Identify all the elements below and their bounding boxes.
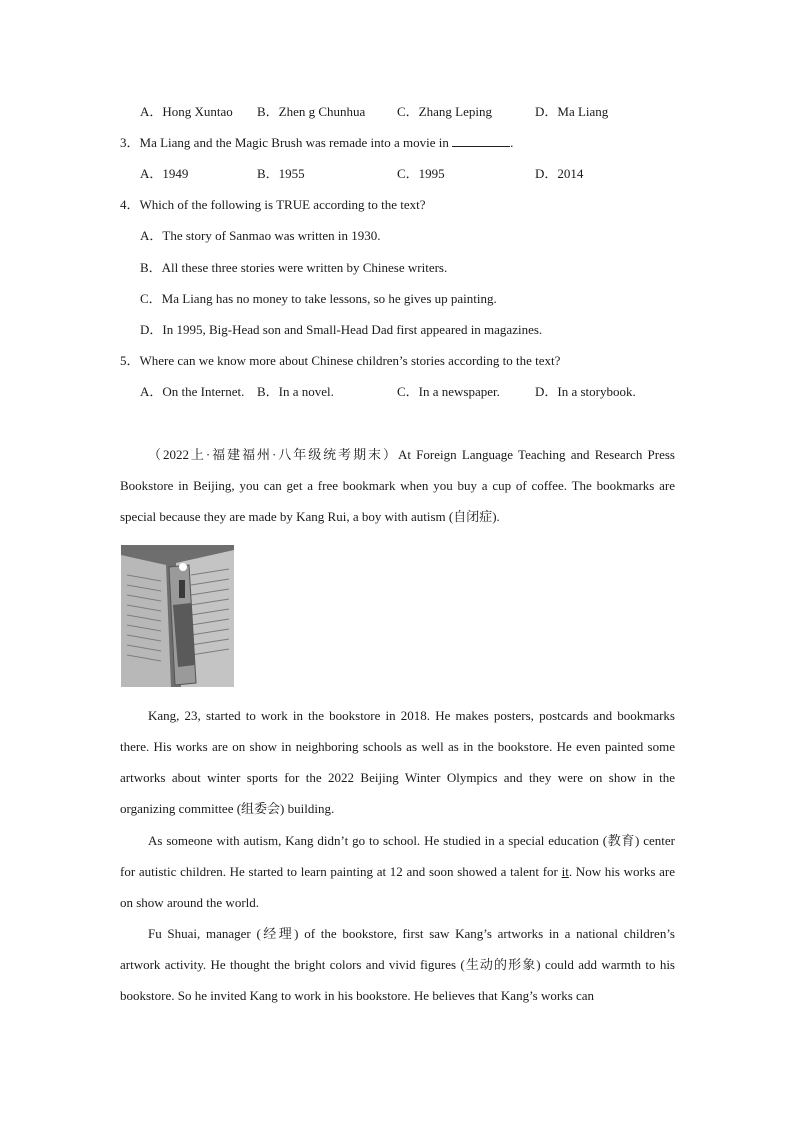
q4-option-c: C．Ma Liang has no money to take lessons, so he gives up painting. bbox=[140, 291, 497, 306]
q4-option-b: B．All these three stories were written by Chinese writers. bbox=[140, 260, 448, 275]
passage-paragraph-3: Fu Shuai, manager (经理) of the bookstore, first saw Kang’s artworks in a national children’s artwork activity. He thought the bright colors and vivid figures (生动的形象) could add warmth to his bookstore. So he invited Kang to work in his bookstore. He believes that Kang’s works can bbox=[120, 926, 675, 1003]
passage-paragraph-2: As someone with autism, Kang didn’t go to school. He studied in a special education (教育) center for autistic children. He started to learn painting at 12 and soon showed a talent for it. Now his works are on show around the world. bbox=[120, 833, 676, 910]
passage-paragraph-1: Kang, 23, started to work in the bookstore in 2018. He makes posters, postcards and bookmarks there. His works are on show in neighboring schools as well as in the bookstore. He even painted some artworks about winter sports for the 2022 Beijing Winter Olympics and they were on show in the organizing committee (组委会) building. bbox=[120, 708, 675, 816]
q3-option-c: C．1995 bbox=[397, 166, 445, 181]
underlined-word: it bbox=[561, 864, 569, 879]
q2-option-c: C．Zhang Leping bbox=[397, 104, 492, 119]
q3-option-a: A．1949 bbox=[140, 166, 189, 181]
q4-option-a: A．The story of Sanmao was written in 1930. bbox=[140, 228, 381, 243]
q5-option-c: C．In a newspaper. bbox=[397, 384, 500, 399]
q2-option-b: B．Zhen g Chunhua bbox=[257, 104, 366, 119]
q3-option-b: B．1955 bbox=[257, 166, 305, 181]
answer-blank bbox=[452, 134, 510, 147]
q5-stem: 5．Where can we know more about Chinese children’s stories according to the text? bbox=[120, 353, 561, 368]
passage-intro: （2022上·福建福州·八年级统考期末）At Foreign Language Teaching and Research Press Bookstore in Beijing, you can get a free bookmark when you buy a cup of coffee. The bookmarks are special because they are made by Kang Rui, a boy with autism (自闭症). bbox=[120, 447, 675, 524]
bookmark-photo bbox=[121, 545, 234, 687]
q5-option-b: B．In a novel. bbox=[257, 384, 334, 399]
q3-stem: 3．Ma Liang and the Magic Brush was remade into a movie in . bbox=[120, 135, 514, 150]
passage-source: （2022上·福建福州·八年级统考期末） bbox=[148, 447, 398, 462]
q5-option-a: A．On the Internet. bbox=[140, 384, 245, 399]
q5-option-d: D．In a storybook. bbox=[535, 384, 636, 399]
q3-option-d: D．2014 bbox=[535, 166, 584, 181]
q2-option-a: A．Hong Xuntao bbox=[140, 104, 233, 119]
bookmark-photo-image bbox=[121, 545, 234, 687]
q2-option-d: D．Ma Liang bbox=[535, 104, 609, 119]
q4-option-d: D．In 1995, Big-Head son and Small-Head Dad first appeared in magazines. bbox=[140, 322, 543, 337]
q4-stem: 4．Which of the following is TRUE according to the text? bbox=[120, 197, 426, 212]
